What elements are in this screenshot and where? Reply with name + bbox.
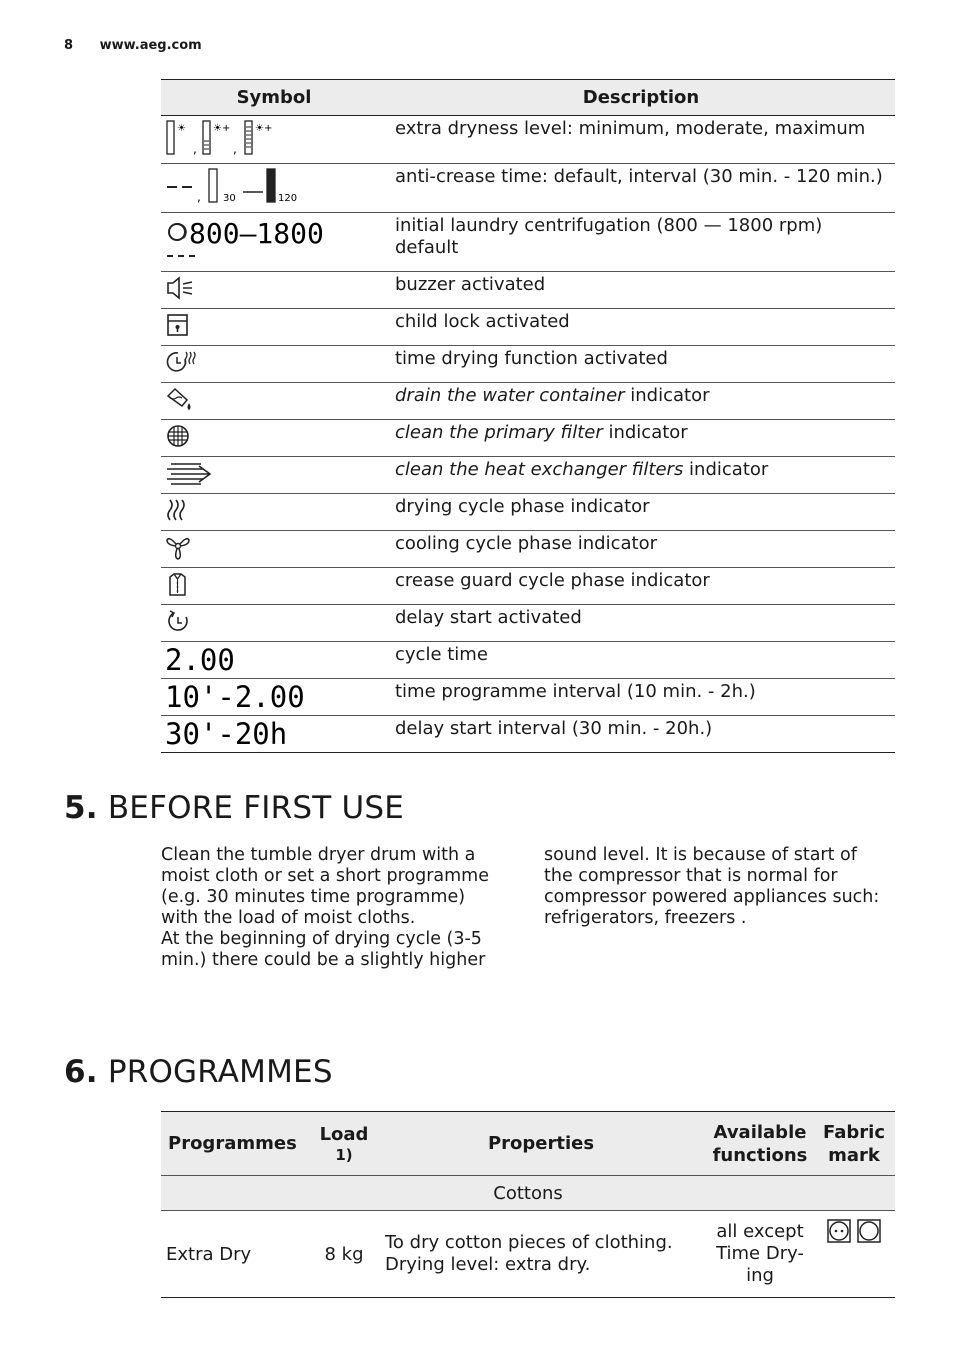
section-number: 6.	[64, 1054, 98, 1090]
table-row	[161, 164, 895, 213]
symbol-description: crease guard cycle phase indicator	[387, 568, 895, 605]
table-row	[161, 213, 895, 272]
functions-line: ing	[746, 1265, 774, 1286]
table-row	[161, 383, 895, 420]
dryness-level-bars-icon	[165, 119, 387, 157]
time-interval-display-icon	[165, 682, 387, 712]
programme-fabric-mark	[813, 1211, 895, 1298]
load-header-label: Load	[319, 1124, 369, 1145]
programmes-table	[161, 1111, 895, 1298]
svg-text:,: ,	[233, 142, 237, 156]
primary-filter-icon	[165, 423, 387, 451]
header-line: functions	[712, 1144, 808, 1166]
programme-group-label: Cottons	[161, 1176, 895, 1211]
svg-text:,: ,	[193, 142, 197, 156]
child-lock-icon	[165, 312, 387, 338]
symbol-description: anti-crease time: default, interval (30 min. - 120 min.)	[387, 164, 895, 213]
table-row	[161, 568, 895, 605]
symbol-table	[161, 79, 895, 753]
cycle-time-text: 2.00	[165, 645, 235, 675]
symbol-description: child lock activated	[387, 309, 895, 346]
programmes-column-header: Programmes	[161, 1112, 313, 1176]
table-row	[161, 642, 895, 679]
symbol-description-default: default	[395, 237, 459, 258]
section-title: PROGRAMMES	[107, 1054, 333, 1090]
section-heading-before-first-use	[64, 790, 404, 826]
page-number: 8	[64, 38, 74, 53]
header-line: mark	[828, 1144, 880, 1166]
time-drying-icon	[165, 349, 387, 375]
svg-text:,: ,	[197, 190, 201, 204]
time-interval-text: 10'-2.00	[165, 682, 305, 712]
site-url: www.aeg.com	[99, 38, 202, 53]
cooling-phase-icon	[165, 534, 387, 562]
symbol-description: initial laundry centrifugation (800 — 1800 rpm)	[395, 215, 823, 236]
table-row	[161, 531, 895, 568]
cycle-time-display-icon	[165, 645, 387, 675]
table-row	[161, 679, 895, 716]
symbol-description: buzzer activated	[387, 272, 895, 309]
svg-text:☀: ☀	[177, 123, 186, 134]
symbol-description: indicator	[602, 422, 688, 443]
properties-line: To dry cotton pieces of clothing.	[385, 1232, 673, 1253]
table-row	[161, 494, 895, 531]
table-row	[161, 272, 895, 309]
functions-line: all except	[716, 1221, 804, 1242]
header-line: Fabric	[823, 1121, 885, 1143]
load-footnote: 1)	[335, 1146, 353, 1164]
delay-interval-text: 30'-20h	[165, 719, 288, 749]
symbol-description: delay start interval (30 min. - 20h.)	[387, 716, 895, 753]
header-line: Available	[713, 1121, 807, 1143]
text-column-right	[544, 845, 884, 929]
symbol-description: indicator	[624, 385, 710, 406]
table-row	[161, 605, 895, 642]
symbol-description-italic: clean the heat exchanger filters	[395, 459, 684, 480]
section-heading-programmes	[64, 1054, 333, 1090]
load-column-header	[313, 1112, 375, 1176]
symbol-description-italic: drain the water container	[395, 385, 625, 406]
symbol-column-header: Symbol	[161, 80, 387, 116]
centrifugation-display-icon	[165, 216, 387, 262]
svg-text:☀+: ☀+	[255, 123, 273, 134]
table-row	[161, 346, 895, 383]
paragraph: At the beginning of drying cycle (3-5 min.) there could be a slightly higher	[161, 929, 486, 970]
anti-crease-time-icon	[165, 167, 387, 207]
delay-start-icon	[165, 608, 387, 634]
section-title: BEFORE FIRST USE	[107, 790, 405, 826]
description-column-header: Description	[387, 80, 895, 116]
page-header	[64, 38, 202, 53]
svg-text:☀+: ☀+	[213, 123, 231, 134]
programme-name: Extra Dry	[166, 1243, 252, 1265]
table-row	[161, 420, 895, 457]
paragraph: sound level. It is because of start of the compressor that is normal for compressor powered appliances such: refrigerators, freezers .	[544, 845, 880, 928]
heat-exchanger-icon	[165, 460, 387, 488]
programme-properties	[375, 1211, 707, 1298]
symbol-description: cycle time	[387, 642, 895, 679]
symbol-description: cooling cycle phase indicator	[387, 531, 895, 568]
table-row	[161, 1176, 895, 1211]
functions-line: Time Dry-	[716, 1243, 804, 1264]
drying-phase-icon	[165, 497, 387, 525]
buzzer-icon	[165, 275, 387, 301]
section-number: 5.	[64, 790, 98, 826]
programme-load: 8 kg	[324, 1243, 364, 1265]
table-row	[161, 116, 895, 164]
properties-column-header: Properties	[375, 1112, 707, 1176]
programme-functions	[707, 1211, 813, 1298]
symbol-description: time drying function activated	[387, 346, 895, 383]
anti-crease-max-label: 120	[278, 193, 298, 204]
paragraph: Clean the tumble dryer drum with a moist cloth or set a short programme (e.g. 30 minutes time programme) with the load of moist cloths.	[161, 845, 489, 928]
symbol-description: time programme interval (10 min. - 2h.)	[387, 679, 895, 716]
symbol-description: indicator	[683, 459, 769, 480]
tumble-dry-icon	[857, 1227, 881, 1248]
properties-line: Drying level: extra dry.	[385, 1254, 591, 1275]
table-row	[161, 457, 895, 494]
table-row	[161, 309, 895, 346]
water-container-icon	[165, 386, 387, 414]
text-column-left	[161, 845, 501, 971]
centrifugation-range-text: 800—1800	[189, 217, 324, 250]
crease-guard-icon	[165, 571, 387, 599]
anti-crease-min-label: 30	[223, 193, 236, 204]
symbol-description-italic: clean the primary filter	[395, 422, 603, 443]
table-row	[161, 1211, 895, 1298]
fabric-mark-column-header	[813, 1112, 895, 1176]
symbol-description: delay start activated	[387, 605, 895, 642]
symbol-description: drying cycle phase indicator	[387, 494, 895, 531]
symbol-description: extra dryness level: minimum, moderate, maximum	[387, 116, 895, 164]
delay-interval-display-icon	[165, 719, 387, 749]
tumble-dry-normal-icon	[827, 1227, 857, 1248]
table-row	[161, 716, 895, 753]
available-functions-column-header	[707, 1112, 813, 1176]
